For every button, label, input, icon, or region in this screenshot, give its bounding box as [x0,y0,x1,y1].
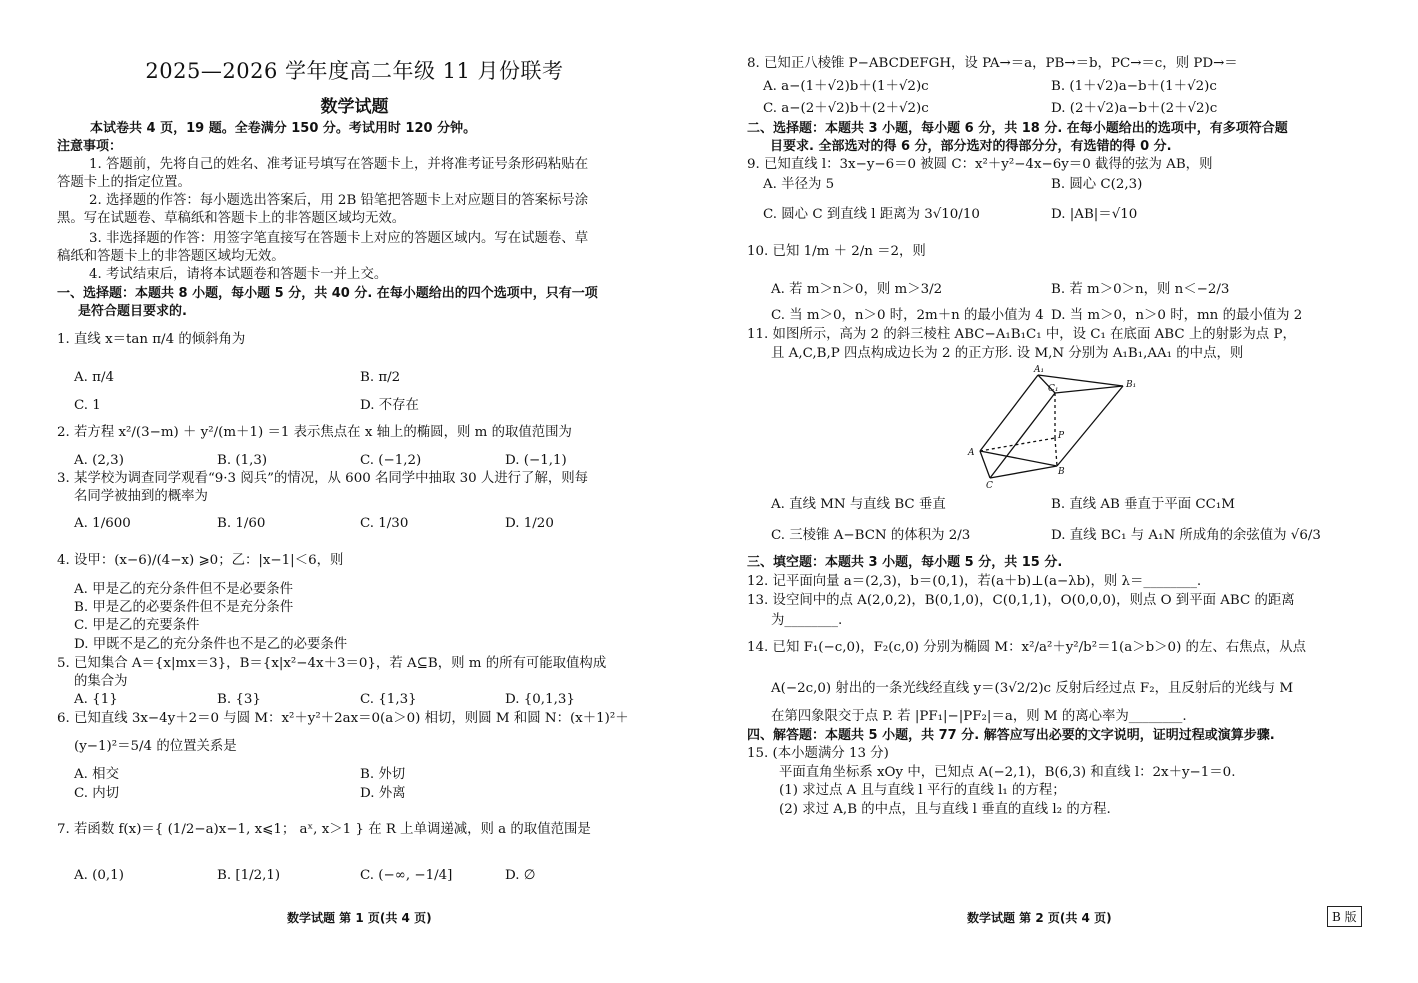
text-line: 四、解答题：本题共 5 小题，共 77 分. 解答应写出必要的文字说明，证明过程或演算步骤. [747,728,1275,743]
fig-label-p: P [1058,431,1065,441]
text-line: B. π/2 [360,370,401,385]
text-line: 二、选择题：本题共 3 小题，每小题 6 分，共 18 分. 在每小题给出的选项中，有多项符合题 [747,121,1288,136]
text-line: 3. 某学校为调查同学观看“9·3 阅兵”的情况，从 600 名同学中抽取 30 人进行了解，则每 [57,471,589,486]
text-line: 2. 若方程 x²/(3−m) ＋ y²/(m＋1) ＝1 表示焦点在 x 轴上的椭圆，则 m 的取值范围为 [57,425,572,440]
fig-label-c1: C₁ [1048,384,1059,394]
text-line: D. ∅ [505,868,536,883]
text-line: 15. (本小题满分 13 分) [747,746,889,761]
text-line: C. 1/30 [360,516,409,531]
text-line: 答题卡上的指定位置。 [57,175,191,190]
text-line: 三、填空题：本题共 3 小题，每小题 5 分，共 15 分. [747,555,1063,570]
text-line: B. 直线 AB 垂直于平面 CC₁M [1051,497,1235,512]
text-line: C. (−1,2) [360,453,422,468]
text-line: D. 外离 [360,786,406,801]
text-line: 7. 若函数 f(x)＝{ (1/2−a)x−1, x⩽1； aˣ, x＞1 } 在 R 上单调递减，则 a 的取值范围是 [57,822,591,837]
text-line: 12. 记平面向量 a＝(2,3)，b＝(0,1)，若(a＋b)⊥(a−λb)，则 λ＝________. [747,574,1202,589]
text-line: 8. 已知正八棱锥 P−ABCDEFGH，设 PA→＝a，PB→＝b，PC→＝c，则 PD→＝ [747,56,1238,71]
fig-label-a1: A₁ [1034,365,1045,375]
text-line: D. (2＋√2)a−b＋(2＋√2)c [1051,101,1218,116]
text-line: 一、选择题：本题共 8 小题，每小题 5 分，共 40 分. 在每小题给出的四个选项中，只有一项 [57,286,598,301]
text-line: A. a−(1＋√2)b＋(1＋√2)c [763,79,929,94]
text-line: 1. 答题前，先将自己的姓名、准考证号填写在答题卡上，并将准考证号条形码粘贴在 [89,157,589,172]
text-line: B. {3} [217,692,261,707]
exam-subject: 数学试题 [320,97,389,117]
text-line: A. 若 m＞n＞0，则 m＞3/2 [771,282,943,297]
text-line: A. 1/600 [74,516,131,531]
text-line: C. a−(2＋√2)b＋(2＋√2)c [763,101,929,116]
exam-title: 2025—2026 学年度高二年级 11 月份联考 [145,59,564,83]
page2-footer: 数学试题 第 2 页(共 4 页) [967,911,1112,925]
text-line: D. 不存在 [360,398,419,413]
text-line: C. 内切 [74,786,120,801]
text-line: 为________. [771,613,843,628]
text-line: 3. 非选择题的作答：用签字笔直接写在答题卡上对应的答题区域内。写在试题卷、草 [89,231,589,246]
text-line: 在第四象限交于点 P. 若 |PF₁|−|PF₂|＝a，则 M 的离心率为________. [771,709,1187,724]
text-line: B. [1/2,1) [217,868,281,883]
text-line: A. 甲是乙的充分条件但不是必要条件 [74,582,294,597]
text-line: C. 圆心 C 到直线 l 距离为 3√10/10 [763,207,980,222]
text-line: B. (1＋√2)a−b＋(1＋√2)c [1051,79,1217,94]
text-line: 的集合为 [74,674,128,689]
text-line: (y−1)²＝5/4 的位置关系是 [74,739,237,754]
text-line: C. 当 m＞0，n＞0 时，2m＋n 的最小值为 4 [771,308,1044,323]
text-line: 6. 已知直线 3x−4y＋2＝0 与圆 M：x²＋y²＋2ax＝0(a＞0) 相切，则圆 M 和圆 N：(x＋1)²＋ [57,711,629,726]
text-line: A(−2c,0) 射出的一条光线经直线 y＝(3√2/2)c 反射后经过点 F₂，且反射后的光线与 M [771,681,1294,696]
text-line: A. 半径为 5 [763,177,835,192]
text-line: B. (1,3) [217,453,268,468]
text-line: B. 圆心 C(2,3) [1051,177,1143,192]
text-line: C. 三棱锥 A−BCN 的体积为 2/3 [771,528,971,543]
text-line: 5. 已知集合 A＝{x|mx＝3}，B＝{x|x²−4x＋3＝0}，若 A⊆B，则 m 的所有可能取值构成 [57,656,607,671]
version-badge: B 版 [1327,906,1362,927]
text-line: 4. 设甲：(x−6)/(4−x) ⩾0；乙：|x−1|＜6，则 [57,553,344,568]
fig-label-b: B [1058,467,1065,477]
text-line: 本试卷共 4 页，19 题。全卷满分 150 分。考试用时 120 分钟。 [90,121,477,136]
text-line: B. 若 m＞0＞n，则 n＜−2/3 [1051,282,1230,297]
text-line: A. π/4 [74,370,115,385]
text-line: 注意事项： [57,139,123,154]
text-line: C. (−∞, −1/4] [360,868,453,883]
text-line: (2) 求过 A,B 的中点，且与直线 l 垂直的直线 l₂ 的方程. [779,802,1111,817]
text-line: D. 当 m＞0，n＞0 时，mn 的最小值为 2 [1051,308,1303,323]
text-line: B. 外切 [360,767,406,782]
text-line: D. 甲既不是乙的充分条件也不是乙的必要条件 [74,637,348,652]
text-line: 13. 设空间中的点 A(2,0,2)，B(0,1,0)，C(0,1,1)，O(0,0,0)，则点 O 到平面 ABC 的距离 [747,593,1295,608]
text-line: 2. 选择题的作答：每小题选出答案后，用 2B 铅笔把答题卡上对应题目的答案标号涂 [89,193,589,208]
text-line: 且 A,C,B,P 四点构成边长为 2 的正方形. 设 M,N 分别为 A₁B₁,AA₁ 的中点，则 [771,346,1244,361]
text-line: A. (2,3) [74,453,124,468]
text-line: A. 直线 MN 与直线 BC 垂直 [771,497,946,512]
fig-label-c: C [986,481,993,491]
text-line: C. 1 [74,398,101,413]
text-line: D. 1/20 [505,516,554,531]
text-line: 4. 考试结束后，请将本试题卷和答题卡一并上交。 [89,267,388,282]
text-line: B. 1/60 [217,516,266,531]
text-line: C. {1,3} [360,692,417,707]
text-line: D. |AB|＝√10 [1051,207,1138,222]
text-line: D. (−1,1) [505,453,567,468]
prism-figure [960,363,1140,493]
text-line: C. 甲是乙的充要条件 [74,618,200,633]
text-line: 9. 已知直线 l：3x−y−6＝0 被圆 C：x²＋y²−4x−6y＝0 截得的弦为 AB，则 [747,157,1213,172]
text-line: 名同学被抽到的概率为 [74,489,208,504]
text-line: 是符合题目要求的. [78,304,187,319]
text-line: 目要求. 全部选对的得 6 分，部分选对的得部分分，有选错的得 0 分. [770,139,1172,154]
text-line: D. {0,1,3} [505,692,575,707]
text-line: A. 相交 [74,767,119,782]
text-line: D. 直线 BC₁ 与 A₁N 所成角的余弦值为 √6/3 [1051,528,1321,543]
text-line: (1) 求过点 A 且与直线 l 平行的直线 l₁ 的方程； [779,783,1066,798]
fig-label-b1: B₁ [1126,380,1137,390]
fig-label-a: A [968,448,975,458]
text-line: A. (0,1) [74,868,124,883]
text-line: 稿纸和答题卡上的非答题区域均无效。 [57,249,285,264]
text-line: 14. 已知 F₁(−c,0)，F₂(c,0) 分别为椭圆 M：x²/a²＋y²/b²＝1(a＞b＞0) 的左、右焦点，从点 [747,640,1307,655]
text-line: 10. 已知 1/m ＋ 2/n ＝2，则 [747,244,926,259]
text-line: B. 甲是乙的必要条件但不是充分条件 [74,600,294,615]
text-line: 11. 如图所示，高为 2 的斜三棱柱 ABC−A₁B₁C₁ 中，设 C₁ 在底面 ABC 上的射影为点 P， [747,327,1296,342]
page1-footer: 数学试题 第 1 页(共 4 页) [287,911,432,925]
text-line: 平面直角坐标系 xOy 中，已知点 A(−2,1)，B(6,3) 和直线 l：2x＋y−1＝0. [779,765,1236,780]
text-line: 1. 直线 x＝tan π/4 的倾斜角为 [57,332,246,347]
text-line: A. {1} [74,692,118,707]
text-line: 黑。写在试题卷、草稿纸和答题卡上的非答题区域均无效。 [57,211,406,226]
